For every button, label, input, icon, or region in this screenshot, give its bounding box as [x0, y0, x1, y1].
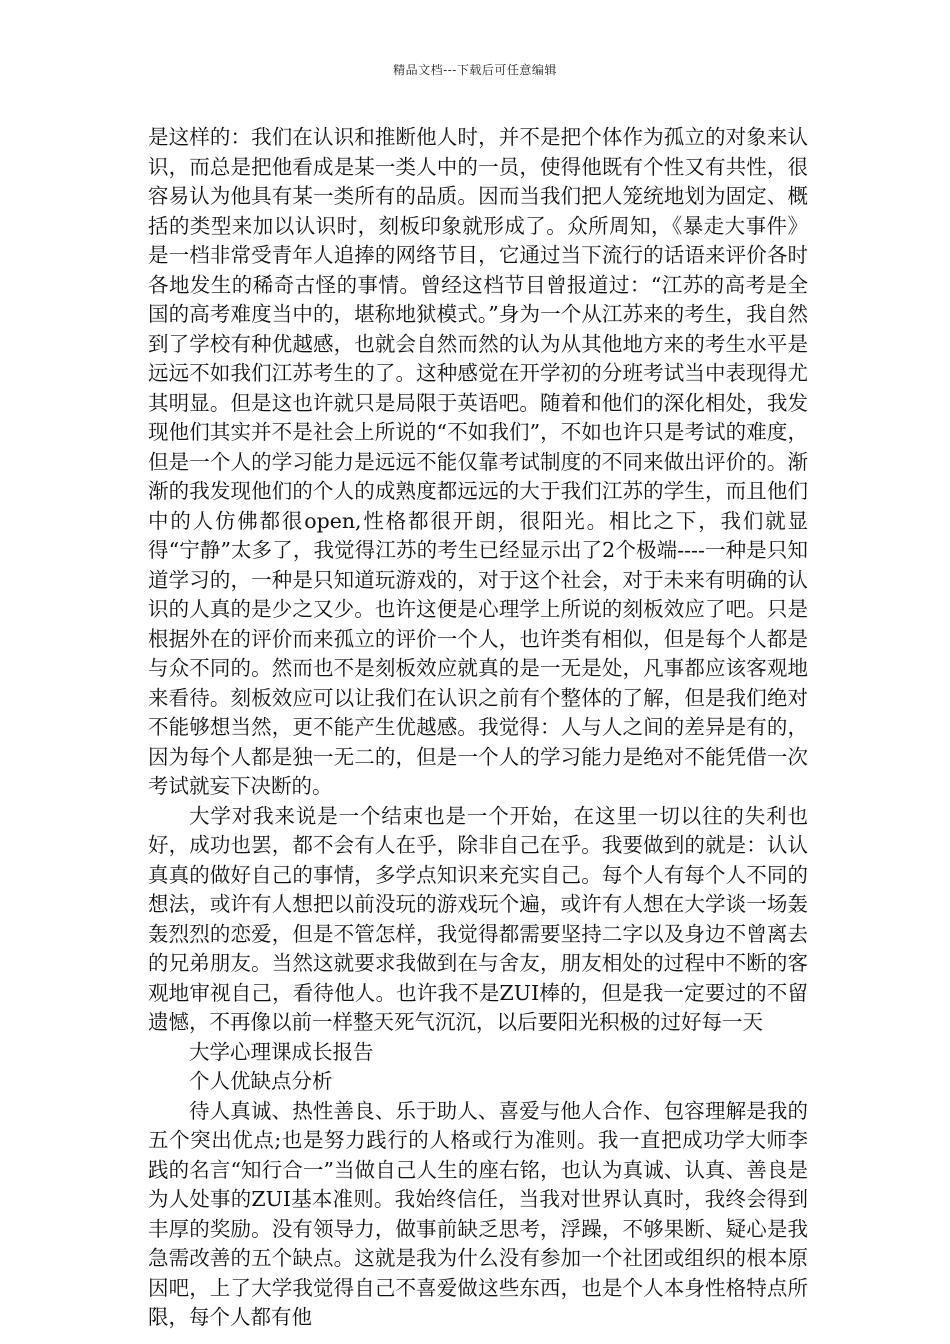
- section-subtitle: 个人优缺点分析: [189, 1069, 333, 1093]
- body-paragraph-2: 大学对我来说是一个结束也是一个开始，在这里一切以往的失利也好，成功也罢，都不会有人在乎，除非自己在乎。我要做到的就是：认认真真的做好自己的事情，多学点知识来充实自己。每个人有每个人不同的想法，或许有人想把以前没玩的游戏玩个遍，或许有人想在大学谈一场轰轰烈烈的恋爱，但是不管怎样，我觉得都需要坚持二字以及身边不曾离去的兄弟朋友。当然这就要求我做到在与舍友，朋友相处的过程中不断的客观地审视自己，看待他人。也许我不是ZUI棒的，但是我一定要过的不留遗憾，不再像以前一样整天死气沉沉，以后要阳光积极的过好每一天: [148, 803, 808, 1034]
- document-body: [148, 123, 808, 1333]
- page-header: 精品文档---下载后可任意编辑: [393, 63, 557, 77]
- body-paragraph-3: 待人真诚、热性善良、乐于助人、喜爱与他人合作、包容理解是我的五个突出优点;也是努力践行的人格或行为准则。我一直把成功学大师李践的名言“知行合一”当做自己人生的座右铭，也认为真诚、认真、善良是为人处事的ZUI基本准则。我始终信任，当我对世界认真时，我终会得到丰厚的奖励。没有领导力，做事前缺乏思考，浮躁，不够果断、疑心是我急需改善的五个缺点。这就是我为什么没有参加一个社团或组织的根本原因吧，上了大学我觉得自己不喜爱做这些东西，也是个人本身性格特点所限，每个人都有他: [148, 1098, 808, 1329]
- body-paragraph-1: 是这样的：我们在认识和推断他人时，并不是把个体作为孤立的对象来认识，而总是把他看成是某一类人中的一员，使得他既有个性又有共性，很容易认为他具有某一类所有的品质。因而当我们把人笼统地划为固定、概括的类型来加以认识时，刻板印象就形成了。众所周知，《暴走大事件》是一档非常受青年人追捧的网络节目，它通过当下流行的话语来评价各时各地发生的稀奇古怪的事情。曾经这档节目曾报道过：“江苏的高考是全国的高考难度当中的，堪称地狱模式。”身为一个从江苏来的考生，我自然到了学校有种优越感，也就会自然而然的认为从其他地方来的考生水平是远远不如我们江苏考生的了。这种感觉在开学初的分班考试当中表现得尤其明显。但是这也许就只是局限于英语吧。随着和他们的深化相处，我发现他们其实并不是社会上所说的“不如我们”，不如也许只是考试的难度，但是一个人的学习能力是远远不能仅靠考试制度的不同来做出评价的。渐渐的我发现他们的个人的成熟度都远远的大于我们江苏的学生，而且他们中的人仿佛都很open,性格都很开朗，很阳光。相比之下，我们就显得“宁静”太多了，我觉得江苏的考生已经显示出了2个极端----一种是只知道学习的，一种是只知道玩游戏的，对于这个社会，对于未来有明确的认识的人真的是少之又少。也许这便是心理学上所说的刻板效应了吧。只是根据外在的评价而来孤立的评价一个人，也许类有相似，但是每个人都是与众不同的。然而也不是刻板效应就真的是一无是处，凡事都应该客观地来看待。刻板效应可以让我们在认识之前有个整体的了解，但是我们绝对不能够想当然，更不能产生优越感。我觉得：人与人之间的差异是有的，因为每个人都是独一无二的，但是一个人的学习能力是绝对不能凭借一次考试就妄下决断的。: [148, 125, 808, 798]
- section-title: 大学心理课成长报告: [189, 1039, 374, 1064]
